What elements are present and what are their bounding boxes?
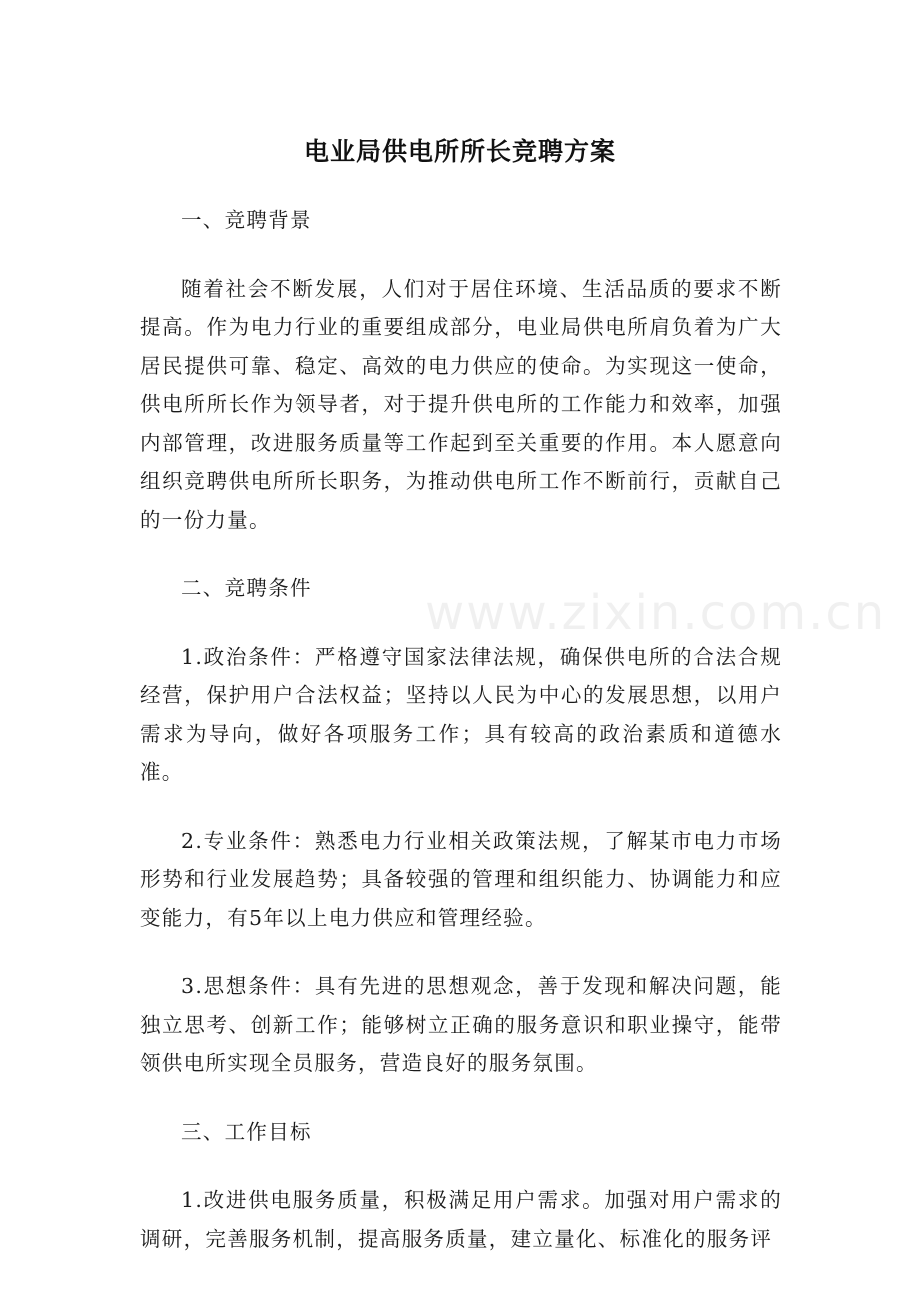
section-heading-goals: 三、工作目标	[181, 1119, 312, 1144]
watermark: www.zixin.com.cn	[425, 585, 887, 641]
paragraph-service-quality-goal: 1.改进供电服务质量，积极满足用户需求。加强对用户需求的调研，完善服务机制，提高服务质量，建立量化、标准化的服务评	[140, 1188, 782, 1251]
document-title: 电业局供电所所长竞聘方案	[303, 137, 616, 166]
document-body	[140, 201, 782, 1288]
section-heading-conditions: 二、竞聘条件	[181, 576, 312, 600]
section-heading-background: 一、竞聘背景	[181, 208, 312, 232]
paragraph-professional-conditions: 2.专业条件：熟悉电力行业相关政策法规，了解某市电力市场形势和行业发展趋势；具备较强的管理和组织能力、协调能力和应变能力，有5年以上电力供应和管理经验。	[140, 828, 782, 930]
paragraph-ideological-conditions: 3.思想条件：具有先进的思想观念，善于发现和解决问题，能独立思考、创新工作；能够树立正确的服务意识和职业操守，能带领供电所实现全员服务，营造良好的服务氛围。	[140, 974, 782, 1075]
paragraph-background: 随着社会不断发展，人们对于居住环境、生活品质的要求不断提高。作为电力行业的重要组成部分，电业局供电所肩负着为广大居民提供可靠、稳定、高效的电力供应的使命。为实现这一使命，供电所所长作为领导者，对于提升供电所的工作能力和效率，加强内部管理，改进服务质量等工作起到至关重要的作用。本人愿意向组织竞聘供电所所长职务，为推动供电所工作不断前行，贡献自己的一份力量。	[140, 276, 782, 532]
paragraph-political-conditions: 1.政治条件：严格遵守国家法律法规，确保供电所的合法合规经营，保护用户合法权益；坚持以人民为中心的发展思想，以用户需求为导向，做好各项服务工作；具有较高的政治素质和道德水准。	[140, 644, 782, 784]
